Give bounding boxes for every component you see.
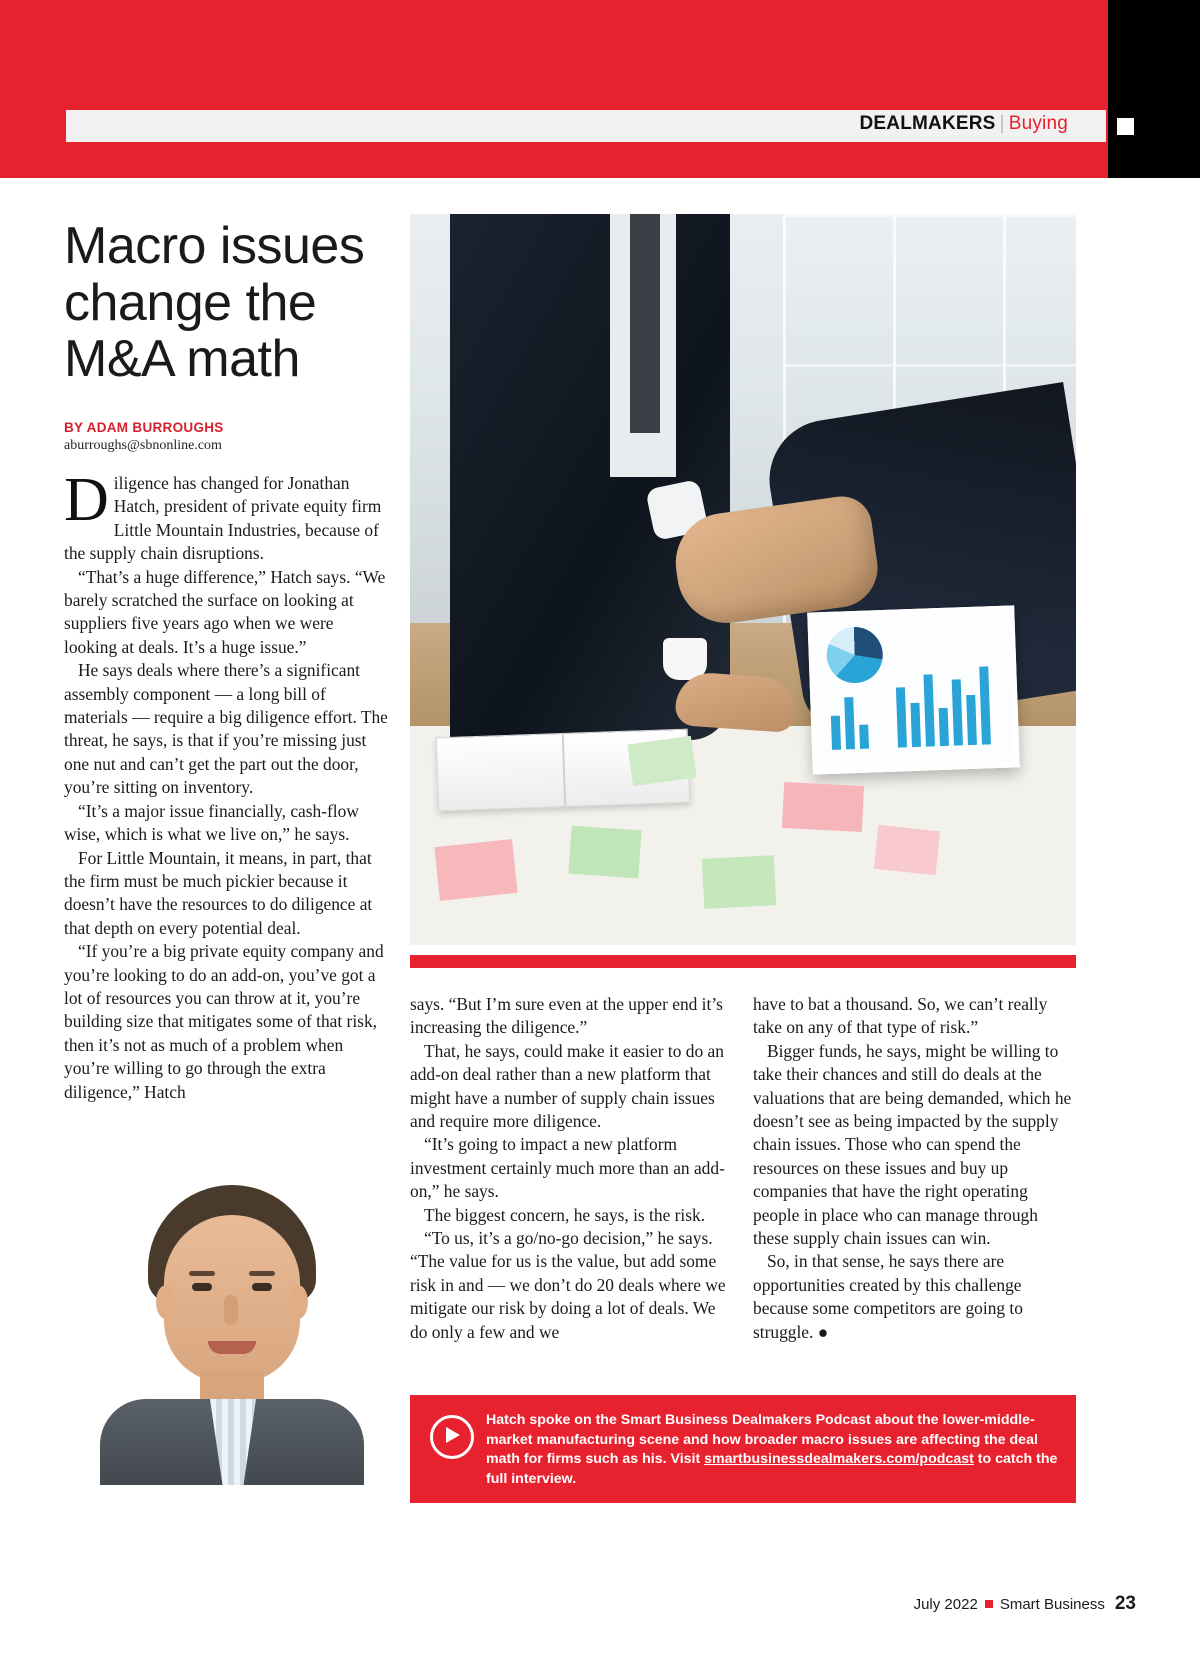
section-separator: | bbox=[999, 113, 1005, 134]
portrait-ear-right bbox=[288, 1285, 308, 1319]
paragraph: “To us, it’s a go/no-go decision,” he says. “The value for us is the value, but add some risk in and — we don’t do 20 deals where we mitigate our risk by doing a lot of deals. We do only a few and we bbox=[410, 1228, 726, 1342]
podcast-promo-text bbox=[486, 1411, 1060, 1489]
paragraph: “If you’re a big private equity company and you’re looking to do an add-on, you’ve got a lot of resources you can throw at it, you’re building size that mitigates some of that risk, then it’s not as much of a problem when you’re willing to go through the extra diligence,” Hatch bbox=[64, 941, 384, 1102]
play-icon[interactable] bbox=[430, 1415, 474, 1459]
article-column-1 bbox=[64, 466, 390, 1104]
photo-bar bbox=[951, 679, 962, 745]
footer-publication: Smart Business bbox=[999, 1596, 1105, 1613]
photo-bar bbox=[966, 695, 977, 745]
photo-bar bbox=[830, 715, 840, 749]
podcast-link[interactable]: smartbusinessdealmakers.com/podcast bbox=[704, 1451, 974, 1468]
paragraph: So, in that sense, he says there are opportunities created by this challenge because some competitors are going to struggle. ● bbox=[753, 1251, 1023, 1342]
paragraph: The biggest concern, he says, is the risk. bbox=[424, 1204, 706, 1225]
paragraph: says. “But I’m sure even at the upper end it’s increasing the diligence.” bbox=[410, 994, 723, 1038]
portrait-ear-left bbox=[156, 1285, 176, 1319]
photo-sticky-note bbox=[702, 855, 777, 909]
drop-cap: D bbox=[64, 466, 109, 534]
page-footer bbox=[914, 1593, 1136, 1615]
page-title: Macro issues change the M&A math bbox=[64, 217, 365, 389]
photo-sticky-note bbox=[568, 826, 641, 879]
portrait-photo-jonathan-hatch bbox=[64, 1185, 394, 1485]
article-column-3 bbox=[753, 993, 1075, 1344]
page-number: 23 bbox=[1114, 1593, 1136, 1614]
portrait-eyebrow-left bbox=[189, 1271, 215, 1276]
portrait-eye-right bbox=[252, 1283, 272, 1291]
paragraph-text: iligence has changed for Jonathan Hatch, president of private equity firm Little Mountain Industries, because of the supply chain disruptions. bbox=[64, 473, 382, 564]
podcast-promo-box bbox=[410, 1395, 1076, 1503]
paragraph bbox=[64, 466, 390, 566]
subsection-label: Buying bbox=[1008, 113, 1068, 134]
portrait-nose bbox=[224, 1295, 238, 1325]
photo-bar bbox=[895, 687, 906, 747]
promo-text-before: Hatch spoke on the Smart Business Dealmakers Podcast about the lower-middle-market manufacturing scene and how broader macro issues are affecting the deal math for firms such as his. Visit bbox=[486, 1412, 1038, 1468]
paragraph: For Little Mountain, it means, in part, that the firm must be much pickier because it doesn’t have the resources to do diligence at that depth on every potential deal. bbox=[64, 847, 373, 938]
photo-sticky-note bbox=[874, 825, 940, 875]
paragraph: Bigger funds, he says, might be willing to take their chances and still do deals at the valuations that are being demanded, which he doesn’t see as being impacted by the supply chain issues. Those who can spend the resources on these issues and buy up companies that have the right operating people in place who can manage through these supply chain issues can win. bbox=[753, 1040, 1072, 1249]
paragraph: have to bat a thousand. So, we can’t really take on any of that type of risk.” bbox=[753, 994, 1048, 1038]
photo-sticky-note bbox=[782, 782, 864, 832]
portrait-mouth bbox=[208, 1341, 256, 1354]
byline-author: BY ADAM BURROUGHS bbox=[64, 420, 224, 435]
paragraph: He says deals where there’s a significant assembly component — a long bill of materials — require a big diligence effort. The threat, he says, is that if you’re missing just one nut and can’t get the part out the door, you’re sitting on inventory. bbox=[64, 660, 388, 798]
photo-red-rule bbox=[410, 955, 1076, 968]
byline bbox=[64, 420, 404, 454]
byline-email: aburroughs@sbnonline.com bbox=[64, 438, 222, 453]
photo-sticky-note bbox=[434, 839, 517, 901]
portrait-eyebrow-right bbox=[249, 1271, 275, 1276]
footer-issue: July 2022 bbox=[913, 1596, 978, 1613]
portrait-eye-left bbox=[192, 1283, 212, 1291]
top-black-block bbox=[1108, 0, 1200, 178]
section-header bbox=[860, 113, 1069, 135]
photo-bar bbox=[923, 674, 935, 746]
top-red-band bbox=[0, 0, 1200, 178]
photo-bar bbox=[938, 708, 948, 746]
article-column-2 bbox=[410, 993, 735, 1344]
article-photo-handshake bbox=[410, 214, 1076, 945]
paragraph: That, he says, could make it easier to do an add-on deal rather than a new platform that might have a number of supply chain issues and require more diligence. bbox=[410, 1040, 724, 1132]
header-square-icon bbox=[1117, 118, 1134, 135]
photo-person-left-tie bbox=[630, 214, 660, 433]
paragraph: “It’s a major issue financially, cash-flow wise, which is what we live on,” he says. bbox=[64, 800, 359, 845]
footer-square-icon bbox=[985, 1600, 993, 1608]
photo-bar bbox=[910, 703, 921, 747]
section-label: DEALMAKERS bbox=[859, 113, 996, 134]
photo-bar bbox=[844, 697, 855, 749]
photo-bar bbox=[859, 724, 869, 748]
paragraph: “It’s going to impact a new platform investment certainly much more than an add-on,” he says. bbox=[410, 1134, 725, 1202]
paragraph: “That’s a huge difference,” Hatch says. “We barely scratched the surface on looking at suppliers five years ago when we were looking at deals. It’s a huge issue.” bbox=[64, 566, 386, 657]
photo-tablet-chart bbox=[807, 605, 1020, 774]
promo-text-after: to catch the full interview. bbox=[486, 1451, 1058, 1487]
